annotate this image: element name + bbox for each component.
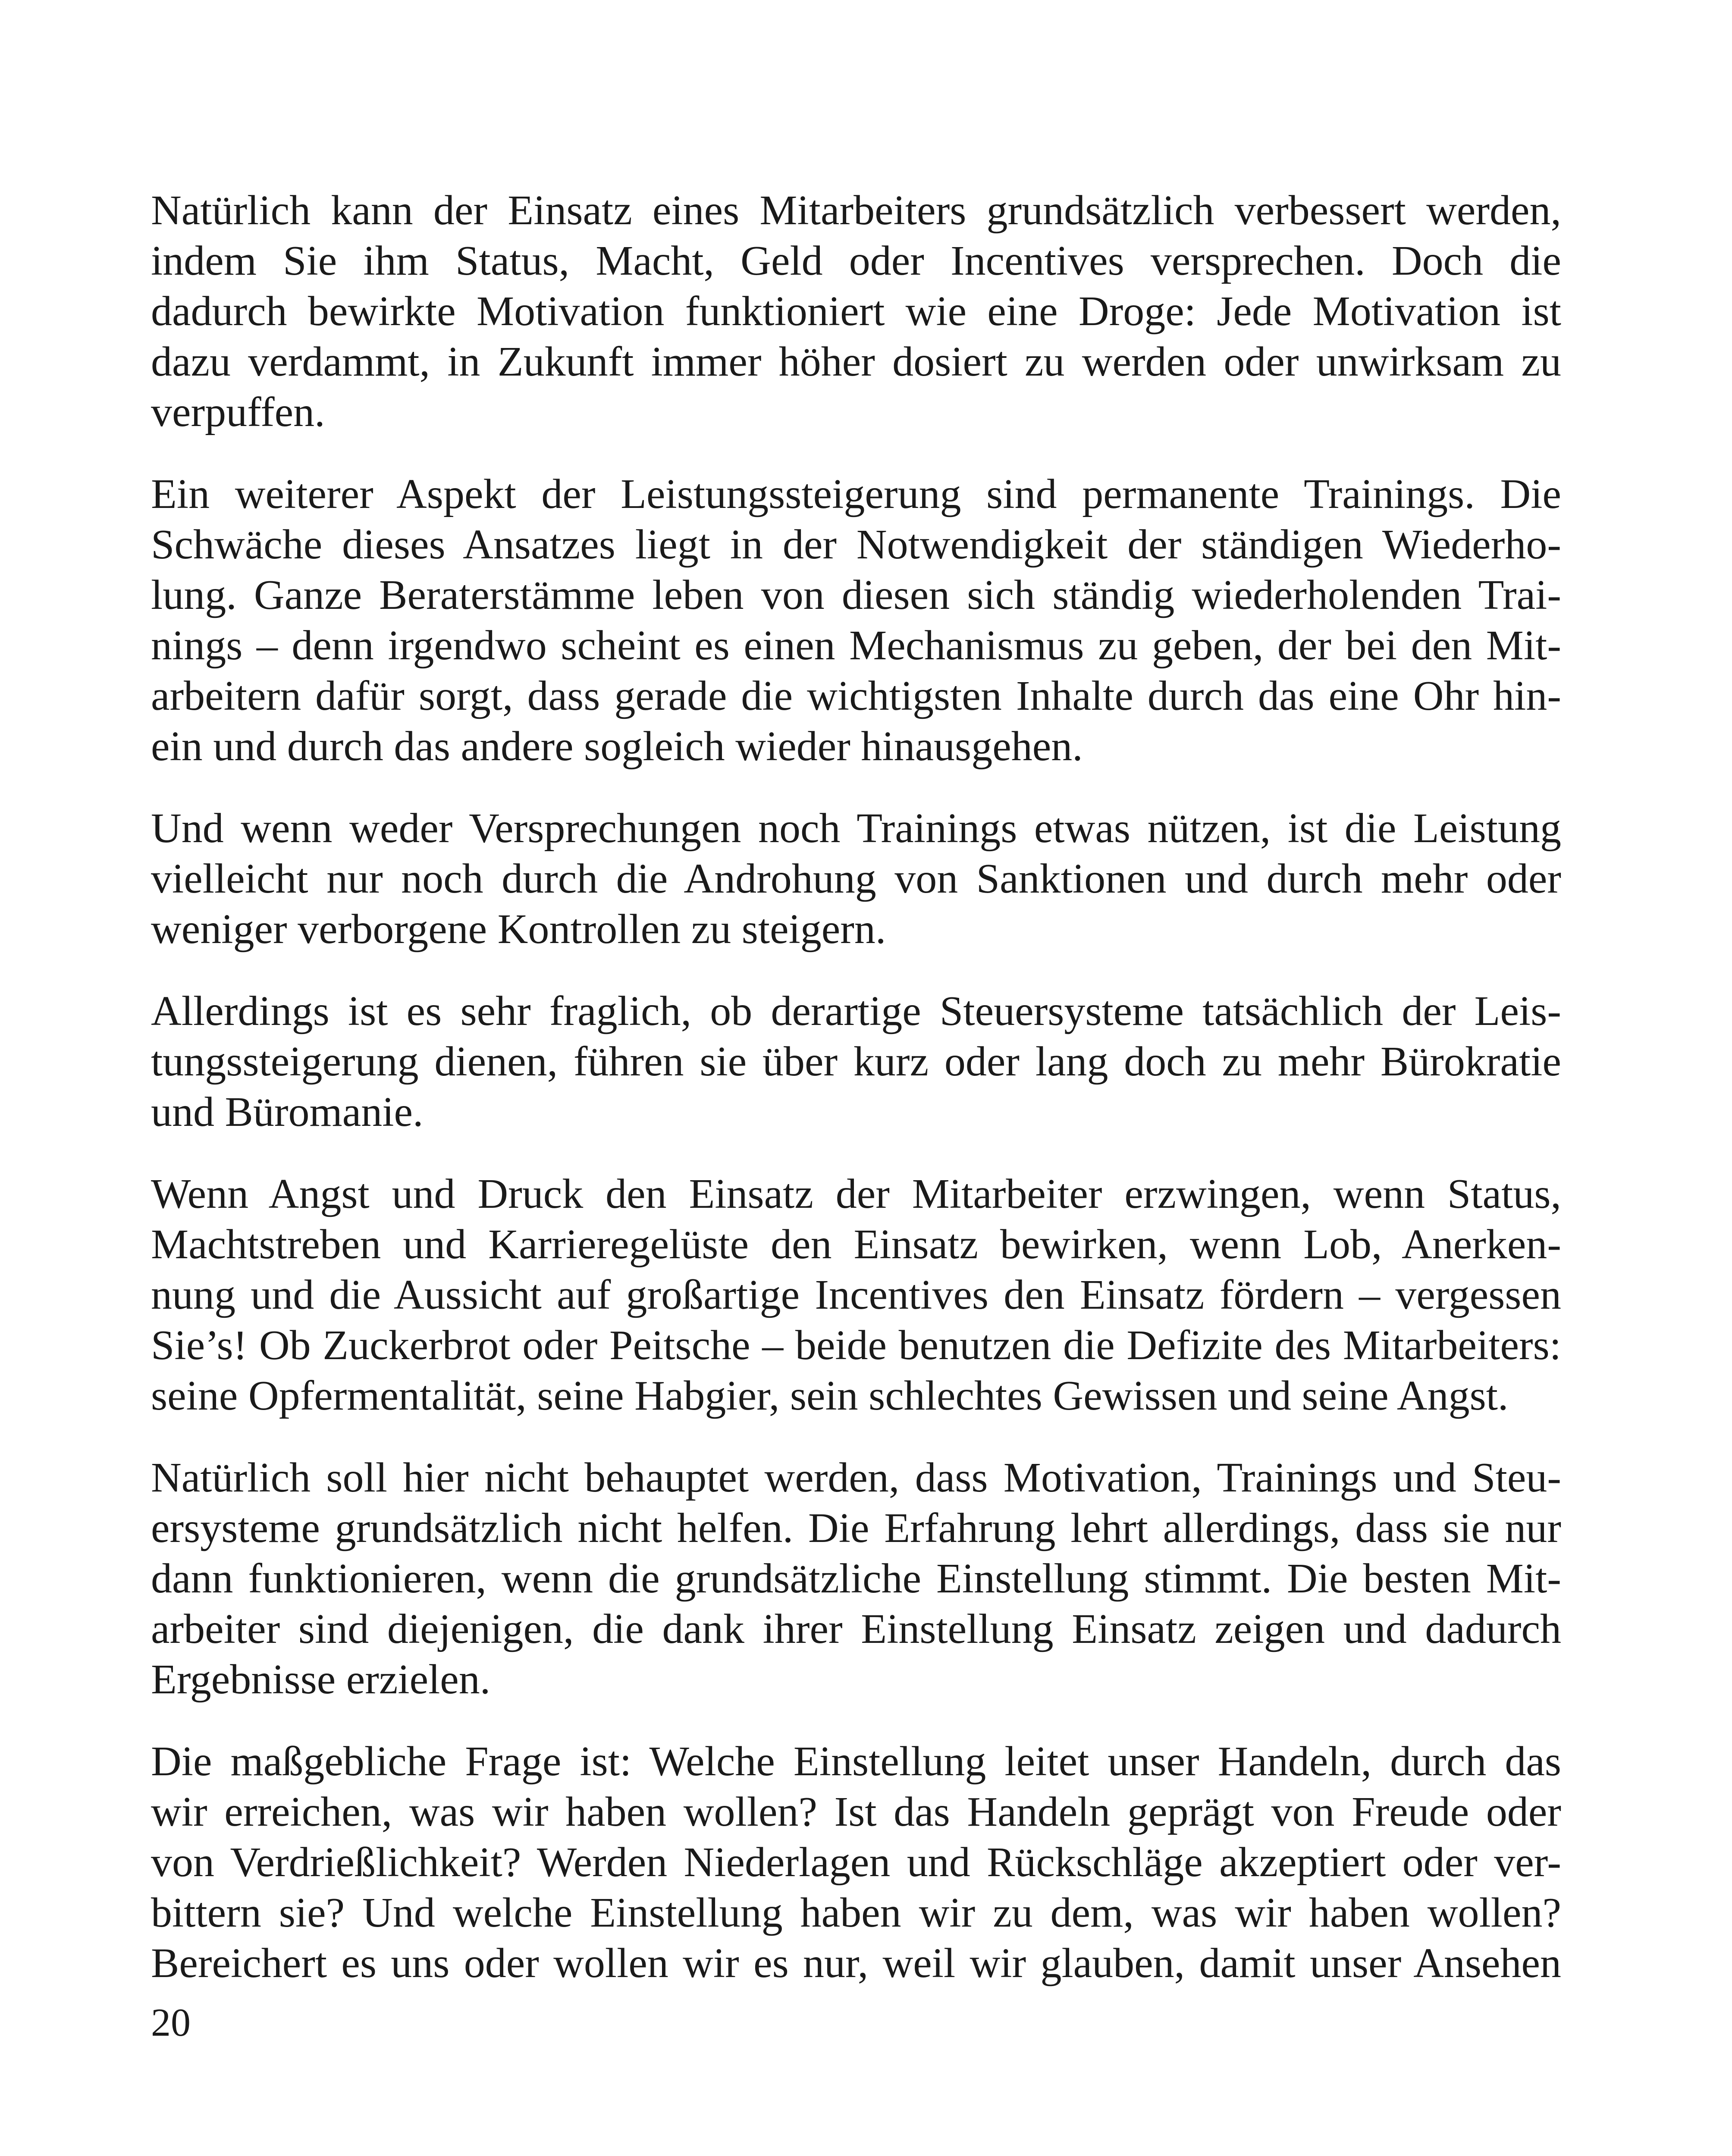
paragraph <box>151 1169 1561 1421</box>
paragraph <box>151 1453 1561 1705</box>
text-line: Die maßgebliche Frage ist: Welche Einstellung leitet unser Handeln, durch das <box>151 1738 1561 1785</box>
text-line: weniger verborgene Kontrollen zu steigern. <box>151 906 886 953</box>
text-line: nung und die Aussicht auf großartige Incentives den Einsatz fördern – vergessen <box>151 1272 1561 1318</box>
text-line: dann funktionieren, wenn die grundsätzliche Einstellung stimmt. Die besten Mit- <box>151 1555 1561 1602</box>
text-line: von Verdrießlichkeit? Werden Niederlagen und Rückschläge akzeptiert oder ver- <box>151 1839 1561 1886</box>
text-line: Bereichert es uns oder wollen wir es nur, weil wir glauben, damit unser Ansehen <box>151 1940 1561 1987</box>
text-line: lung. Ganze Beraterstämme leben von diesen sich ständig wiederholenden Trai- <box>151 572 1561 618</box>
paragraph <box>151 1736 1561 1989</box>
text-line: nings – denn irgendwo scheint es einen Mechanismus zu geben, der bei den Mit- <box>151 622 1561 669</box>
page-number: 20 <box>151 2000 191 2044</box>
text-line: vielleicht nur noch durch die Androhung von Sanktionen und durch mehr oder <box>151 856 1561 902</box>
paragraph <box>151 185 1561 438</box>
text-line: Machtstreben und Karrieregelüste den Einsatz bewirken, wenn Lob, Anerken- <box>151 1221 1561 1268</box>
text-line: Schwäche dieses Ansatzes liegt in der Notwendigkeit der ständigen Wiederho- <box>151 521 1561 568</box>
text-line: Wenn Angst und Druck den Einsatz der Mitarbeiter erzwingen, wenn Status, <box>151 1171 1561 1217</box>
text-line: dazu verdammt, in Zukunft immer höher dosiert zu werden oder unwirksam zu <box>151 338 1561 385</box>
text-line: Sie’s! Ob Zuckerbrot oder Peitsche – beide benutzen die Defizite des Mitarbeiters: <box>151 1322 1561 1369</box>
text-line: Natürlich soll hier nicht behauptet werden, dass Motivation, Trainings und Steu- <box>151 1454 1561 1501</box>
text-line: dadurch bewirkte Motivation funktioniert wie eine Droge: Jede Motivation ist <box>151 288 1561 335</box>
text-line: und Büromanie. <box>151 1089 424 1135</box>
text-line: Ein weiterer Aspekt der Leistungssteigerung sind permanente Trainings. Die <box>151 471 1561 517</box>
text-line: arbeiter sind diejenigen, die dank ihrer Einstellung Einsatz zeigen und dadurch <box>151 1606 1561 1652</box>
text-line: verpuffen. <box>151 389 325 436</box>
text-line: Natürlich kann der Einsatz eines Mitarbeiters grundsätzlich verbessert werden, <box>151 187 1561 234</box>
text-line: wir erreichen, was wir haben wollen? Ist das Handeln geprägt von Freude oder <box>151 1789 1561 1835</box>
page-body <box>151 185 1561 2020</box>
paragraph <box>151 986 1561 1138</box>
text-line: Allerdings ist es sehr fraglich, ob derartige Steuersysteme tatsächlich der Leis- <box>151 988 1561 1034</box>
text-line: ein und durch das andere sogleich wieder hinausgehen. <box>151 723 1083 770</box>
paragraph <box>151 469 1561 772</box>
text-line: ersysteme grundsätzlich nicht helfen. Die Erfahrung lehrt allerdings, dass sie nur <box>151 1505 1561 1551</box>
text-line: arbeitern dafür sorgt, dass gerade die wichtigsten Inhalte durch das eine Ohr hin- <box>151 673 1561 719</box>
text-line: tungssteigerung dienen, führen sie über kurz oder lang doch zu mehr Bürokratie <box>151 1038 1561 1085</box>
paragraph <box>151 803 1561 955</box>
text-line: seine Opfermentalität, seine Habgier, sein schlechtes Gewissen und seine Angst. <box>151 1373 1509 1419</box>
text-line: indem Sie ihm Status, Macht, Geld oder Incentives versprechen. Doch die <box>151 238 1561 284</box>
text-line: Ergebnisse erzielen. <box>151 1656 491 1703</box>
text-line: bittern sie? Und welche Einstellung haben wir zu dem, was wir haben wollen? <box>151 1890 1561 1936</box>
text-line: Und wenn weder Versprechungen noch Trainings etwas nützen, ist die Leistung <box>151 805 1561 852</box>
